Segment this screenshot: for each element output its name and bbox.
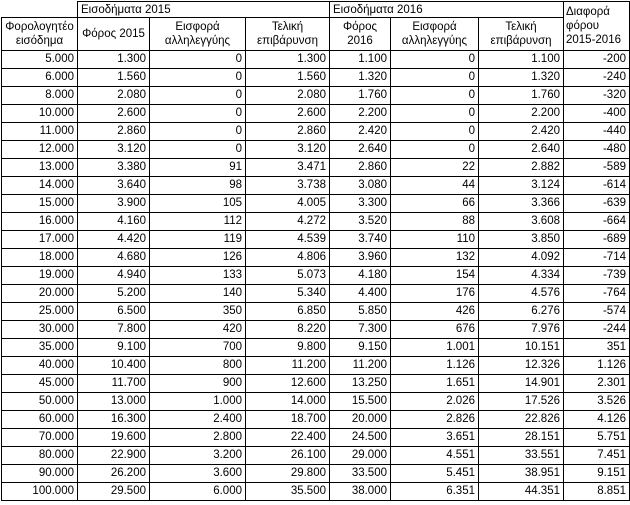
table-row xyxy=(2,177,630,195)
cell-solidarity-2016: 88 xyxy=(391,213,479,231)
cell-solidarity-2015: 112 xyxy=(150,213,246,231)
cell-tax-2016: 29.000 xyxy=(330,447,391,465)
cell-tax-difference: -714 xyxy=(564,249,630,267)
cell-tax-2015: 9.100 xyxy=(78,339,150,357)
table-row xyxy=(2,141,630,159)
cell-taxable-income: 70.000 xyxy=(2,429,78,447)
column-header-row xyxy=(2,18,630,51)
cell-solidarity-2016: 0 xyxy=(391,141,479,159)
cell-total-2015: 14.000 xyxy=(246,393,330,411)
cell-tax-2015: 4.420 xyxy=(78,231,150,249)
cell-solidarity-2015: 3.600 xyxy=(150,465,246,483)
cell-solidarity-2016: 5.451 xyxy=(391,465,479,483)
cell-solidarity-2016: 44 xyxy=(391,177,479,195)
cell-tax-difference: -200 xyxy=(564,51,630,69)
table-row xyxy=(2,429,630,447)
cell-solidarity-2015: 0 xyxy=(150,141,246,159)
cell-tax-2015: 16.300 xyxy=(78,411,150,429)
empty-corner-cell xyxy=(2,2,78,18)
cell-solidarity-2016: 0 xyxy=(391,51,479,69)
cell-tax-difference: -764 xyxy=(564,285,630,303)
cell-solidarity-2015: 0 xyxy=(150,105,246,123)
cell-total-2015: 5.073 xyxy=(246,267,330,285)
cell-taxable-income: 80.000 xyxy=(2,447,78,465)
cell-tax-2015: 4.680 xyxy=(78,249,150,267)
cell-total-2015: 3.471 xyxy=(246,159,330,177)
table-row xyxy=(2,249,630,267)
cell-total-2015: 1.300 xyxy=(246,51,330,69)
header-solidarity-2015: Εισφορά αλληλεγγύης xyxy=(150,18,246,51)
cell-tax-2016: 38.000 xyxy=(330,483,391,501)
cell-solidarity-2016: 1.651 xyxy=(391,375,479,393)
cell-solidarity-2015: 350 xyxy=(150,303,246,321)
cell-taxable-income: 30.000 xyxy=(2,321,78,339)
cell-tax-difference: -639 xyxy=(564,195,630,213)
cell-total-2016: 12.326 xyxy=(479,357,564,375)
cell-tax-2016: 3.520 xyxy=(330,213,391,231)
cell-total-2015: 4.539 xyxy=(246,231,330,249)
cell-tax-2015: 7.800 xyxy=(78,321,150,339)
table-row xyxy=(2,411,630,429)
cell-taxable-income: 11.000 xyxy=(2,123,78,141)
cell-total-2015: 4.005 xyxy=(246,195,330,213)
table-row xyxy=(2,321,630,339)
cell-taxable-income: 16.000 xyxy=(2,213,78,231)
cell-total-2015: 18.700 xyxy=(246,411,330,429)
cell-taxable-income: 90.000 xyxy=(2,465,78,483)
header-solidarity-2016: Εισφορά αλληλεγγύης xyxy=(391,18,479,51)
cell-tax-2016: 4.400 xyxy=(330,285,391,303)
table-row xyxy=(2,339,630,357)
cell-tax-2016: 1.320 xyxy=(330,69,391,87)
cell-total-2016: 1.320 xyxy=(479,69,564,87)
cell-solidarity-2015: 3.200 xyxy=(150,447,246,465)
cell-total-2016: 22.826 xyxy=(479,411,564,429)
cell-tax-2015: 10.400 xyxy=(78,357,150,375)
cell-solidarity-2016: 1.001 xyxy=(391,339,479,357)
table-row xyxy=(2,213,630,231)
cell-total-2015: 2.600 xyxy=(246,105,330,123)
cell-total-2016: 10.151 xyxy=(479,339,564,357)
cell-tax-2016: 2.860 xyxy=(330,159,391,177)
cell-solidarity-2015: 420 xyxy=(150,321,246,339)
cell-tax-difference: -664 xyxy=(564,213,630,231)
cell-solidarity-2016: 3.651 xyxy=(391,429,479,447)
cell-tax-difference: -574 xyxy=(564,303,630,321)
table-row xyxy=(2,375,630,393)
table-row xyxy=(2,267,630,285)
cell-total-2016: 1.100 xyxy=(479,51,564,69)
cell-solidarity-2016: 6.351 xyxy=(391,483,479,501)
cell-tax-2015: 3.120 xyxy=(78,141,150,159)
cell-total-2016: 4.576 xyxy=(479,285,564,303)
cell-solidarity-2015: 105 xyxy=(150,195,246,213)
cell-solidarity-2015: 2.400 xyxy=(150,411,246,429)
table-row xyxy=(2,87,630,105)
cell-solidarity-2016: 426 xyxy=(391,303,479,321)
cell-tax-2016: 3.080 xyxy=(330,177,391,195)
table-row xyxy=(2,69,630,87)
cell-taxable-income: 40.000 xyxy=(2,357,78,375)
cell-tax-2015: 2.600 xyxy=(78,105,150,123)
cell-tax-difference: -400 xyxy=(564,105,630,123)
cell-tax-difference: 3.526 xyxy=(564,393,630,411)
cell-solidarity-2016: 676 xyxy=(391,321,479,339)
table-row xyxy=(2,483,630,501)
cell-solidarity-2016: 0 xyxy=(391,87,479,105)
cell-tax-2016: 7.300 xyxy=(330,321,391,339)
cell-solidarity-2015: 126 xyxy=(150,249,246,267)
table-row xyxy=(2,123,630,141)
cell-taxable-income: 6.000 xyxy=(2,69,78,87)
cell-solidarity-2015: 1.000 xyxy=(150,393,246,411)
cell-tax-2016: 2.420 xyxy=(330,123,391,141)
cell-tax-2016: 1.100 xyxy=(330,51,391,69)
cell-total-2015: 29.800 xyxy=(246,465,330,483)
cell-total-2015: 35.500 xyxy=(246,483,330,501)
cell-tax-2015: 3.640 xyxy=(78,177,150,195)
header-tax-2016: Φόρος 2016 xyxy=(330,18,391,51)
cell-tax-difference: -689 xyxy=(564,231,630,249)
table-row xyxy=(2,231,630,249)
cell-solidarity-2016: 66 xyxy=(391,195,479,213)
cell-total-2016: 2.882 xyxy=(479,159,564,177)
cell-solidarity-2015: 800 xyxy=(150,357,246,375)
cell-total-2015: 3.120 xyxy=(246,141,330,159)
header-tax-difference: Διαφορά φόρου 2015-2016 xyxy=(564,2,630,51)
cell-tax-difference: 4.126 xyxy=(564,411,630,429)
cell-tax-2016: 1.760 xyxy=(330,87,391,105)
cell-solidarity-2016: 22 xyxy=(391,159,479,177)
cell-total-2015: 2.860 xyxy=(246,123,330,141)
cell-tax-2016: 5.850 xyxy=(330,303,391,321)
cell-tax-difference: 5.751 xyxy=(564,429,630,447)
tax-comparison-table xyxy=(1,1,630,501)
table-row xyxy=(2,195,630,213)
cell-tax-difference: -240 xyxy=(564,69,630,87)
cell-solidarity-2015: 119 xyxy=(150,231,246,249)
cell-tax-difference: -589 xyxy=(564,159,630,177)
cell-taxable-income: 25.000 xyxy=(2,303,78,321)
cell-tax-2015: 2.080 xyxy=(78,87,150,105)
cell-tax-2015: 22.900 xyxy=(78,447,150,465)
cell-total-2016: 3.366 xyxy=(479,195,564,213)
cell-solidarity-2016: 2.026 xyxy=(391,393,479,411)
cell-taxable-income: 8.000 xyxy=(2,87,78,105)
cell-taxable-income: 50.000 xyxy=(2,393,78,411)
cell-total-2015: 4.272 xyxy=(246,213,330,231)
cell-taxable-income: 17.000 xyxy=(2,231,78,249)
cell-tax-difference: -440 xyxy=(564,123,630,141)
cell-total-2016: 2.420 xyxy=(479,123,564,141)
cell-total-2016: 17.526 xyxy=(479,393,564,411)
cell-tax-2016: 15.500 xyxy=(330,393,391,411)
table-row xyxy=(2,465,630,483)
cell-tax-2015: 19.600 xyxy=(78,429,150,447)
cell-tax-2015: 29.500 xyxy=(78,483,150,501)
cell-taxable-income: 45.000 xyxy=(2,375,78,393)
cell-tax-difference: 1.126 xyxy=(564,357,630,375)
cell-taxable-income: 19.000 xyxy=(2,267,78,285)
cell-total-2015: 9.800 xyxy=(246,339,330,357)
cell-total-2015: 6.850 xyxy=(246,303,330,321)
cell-solidarity-2015: 900 xyxy=(150,375,246,393)
cell-taxable-income: 20.000 xyxy=(2,285,78,303)
cell-tax-difference: 351 xyxy=(564,339,630,357)
header-tax-2015: Φόρος 2015 xyxy=(78,18,150,51)
cell-solidarity-2016: 132 xyxy=(391,249,479,267)
cell-solidarity-2015: 0 xyxy=(150,51,246,69)
cell-solidarity-2016: 2.826 xyxy=(391,411,479,429)
cell-solidarity-2015: 0 xyxy=(150,87,246,105)
cell-tax-difference: -320 xyxy=(564,87,630,105)
cell-solidarity-2016: 0 xyxy=(391,69,479,87)
group-header-income-2015: Εισοδήματα 2015 xyxy=(78,2,330,18)
cell-tax-2015: 4.940 xyxy=(78,267,150,285)
cell-tax-difference: 8.851 xyxy=(564,483,630,501)
cell-solidarity-2015: 2.800 xyxy=(150,429,246,447)
table-row xyxy=(2,447,630,465)
cell-taxable-income: 12.000 xyxy=(2,141,78,159)
cell-tax-2015: 13.000 xyxy=(78,393,150,411)
cell-tax-2015: 3.900 xyxy=(78,195,150,213)
cell-total-2016: 28.151 xyxy=(479,429,564,447)
group-header-row xyxy=(2,2,630,18)
cell-total-2016: 3.124 xyxy=(479,177,564,195)
cell-solidarity-2016: 0 xyxy=(391,123,479,141)
cell-tax-2015: 26.200 xyxy=(78,465,150,483)
cell-total-2016: 2.640 xyxy=(479,141,564,159)
cell-total-2015: 2.080 xyxy=(246,87,330,105)
cell-tax-2016: 24.500 xyxy=(330,429,391,447)
header-taxable-income: Φορολογητέο εισόδημα xyxy=(2,18,78,51)
cell-solidarity-2015: 0 xyxy=(150,69,246,87)
cell-tax-2016: 33.500 xyxy=(330,465,391,483)
cell-taxable-income: 60.000 xyxy=(2,411,78,429)
cell-solidarity-2015: 133 xyxy=(150,267,246,285)
cell-total-2016: 3.608 xyxy=(479,213,564,231)
cell-total-2016: 44.351 xyxy=(479,483,564,501)
cell-solidarity-2015: 140 xyxy=(150,285,246,303)
cell-tax-2015: 4.160 xyxy=(78,213,150,231)
cell-taxable-income: 14.000 xyxy=(2,177,78,195)
cell-total-2015: 3.738 xyxy=(246,177,330,195)
cell-total-2016: 38.951 xyxy=(479,465,564,483)
cell-solidarity-2016: 0 xyxy=(391,105,479,123)
cell-tax-difference: 9.151 xyxy=(564,465,630,483)
table-row xyxy=(2,357,630,375)
cell-tax-2015: 1.560 xyxy=(78,69,150,87)
cell-tax-2015: 1.300 xyxy=(78,51,150,69)
cell-tax-2016: 3.740 xyxy=(330,231,391,249)
cell-total-2015: 22.400 xyxy=(246,429,330,447)
cell-tax-2016: 2.640 xyxy=(330,141,391,159)
cell-total-2015: 4.806 xyxy=(246,249,330,267)
cell-taxable-income: 18.000 xyxy=(2,249,78,267)
cell-total-2016: 7.976 xyxy=(479,321,564,339)
cell-tax-2015: 11.700 xyxy=(78,375,150,393)
table-row xyxy=(2,393,630,411)
cell-tax-difference: 7.451 xyxy=(564,447,630,465)
cell-tax-2016: 3.960 xyxy=(330,249,391,267)
table-row xyxy=(2,105,630,123)
cell-tax-difference: 2.301 xyxy=(564,375,630,393)
cell-tax-2016: 11.200 xyxy=(330,357,391,375)
cell-solidarity-2015: 0 xyxy=(150,123,246,141)
cell-tax-2016: 2.200 xyxy=(330,105,391,123)
table-row xyxy=(2,285,630,303)
header-total-2015: Τελική επιβάρυνση xyxy=(246,18,330,51)
cell-solidarity-2015: 700 xyxy=(150,339,246,357)
cell-tax-2016: 4.180 xyxy=(330,267,391,285)
cell-tax-2015: 2.860 xyxy=(78,123,150,141)
cell-tax-2015: 6.500 xyxy=(78,303,150,321)
cell-total-2015: 26.100 xyxy=(246,447,330,465)
cell-taxable-income: 13.000 xyxy=(2,159,78,177)
cell-solidarity-2016: 1.126 xyxy=(391,357,479,375)
cell-tax-difference: -244 xyxy=(564,321,630,339)
cell-total-2016: 3.850 xyxy=(479,231,564,249)
cell-taxable-income: 35.000 xyxy=(2,339,78,357)
cell-total-2016: 4.334 xyxy=(479,267,564,285)
table-row xyxy=(2,51,630,69)
cell-tax-2015: 5.200 xyxy=(78,285,150,303)
group-header-income-2016: Εισοδήματα 2016 xyxy=(330,2,564,18)
cell-tax-2016: 20.000 xyxy=(330,411,391,429)
cell-solidarity-2015: 91 xyxy=(150,159,246,177)
cell-tax-2016: 13.250 xyxy=(330,375,391,393)
cell-total-2016: 4.092 xyxy=(479,249,564,267)
cell-taxable-income: 10.000 xyxy=(2,105,78,123)
cell-total-2015: 1.560 xyxy=(246,69,330,87)
table-row xyxy=(2,159,630,177)
cell-taxable-income: 5.000 xyxy=(2,51,78,69)
cell-total-2016: 2.200 xyxy=(479,105,564,123)
cell-total-2016: 33.551 xyxy=(479,447,564,465)
cell-solidarity-2016: 154 xyxy=(391,267,479,285)
cell-tax-difference: -614 xyxy=(564,177,630,195)
cell-solidarity-2015: 6.000 xyxy=(150,483,246,501)
cell-total-2016: 14.901 xyxy=(479,375,564,393)
cell-total-2016: 1.760 xyxy=(479,87,564,105)
cell-solidarity-2016: 176 xyxy=(391,285,479,303)
cell-taxable-income: 100.000 xyxy=(2,483,78,501)
cell-tax-2016: 9.150 xyxy=(330,339,391,357)
header-total-2016: Τελική επιβάρυνση xyxy=(479,18,564,51)
cell-taxable-income: 15.000 xyxy=(2,195,78,213)
cell-tax-2015: 3.380 xyxy=(78,159,150,177)
cell-total-2015: 11.200 xyxy=(246,357,330,375)
cell-tax-2016: 3.300 xyxy=(330,195,391,213)
cell-solidarity-2016: 110 xyxy=(391,231,479,249)
cell-tax-difference: -480 xyxy=(564,141,630,159)
cell-total-2015: 5.340 xyxy=(246,285,330,303)
cell-solidarity-2015: 98 xyxy=(150,177,246,195)
table-row xyxy=(2,303,630,321)
cell-solidarity-2016: 4.551 xyxy=(391,447,479,465)
cell-total-2015: 8.220 xyxy=(246,321,330,339)
cell-tax-difference: -739 xyxy=(564,267,630,285)
cell-total-2016: 6.276 xyxy=(479,303,564,321)
cell-total-2015: 12.600 xyxy=(246,375,330,393)
